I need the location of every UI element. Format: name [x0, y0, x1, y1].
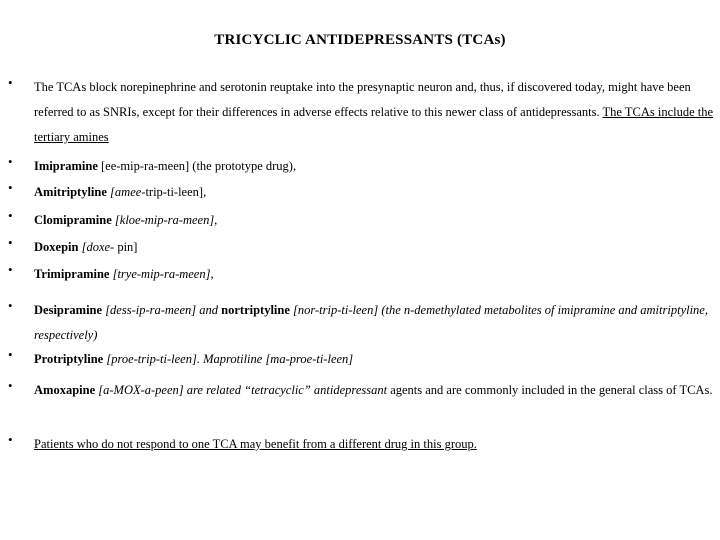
amoxapine-description: agents and are commonly included in the general class of TCAs.	[387, 383, 713, 397]
bullet-icon: •	[8, 154, 13, 169]
desipramine-description: [nor-trip-ti-leen] (the n-demethylated metabolites of imipramine and amitriptyline, respectively)	[34, 303, 708, 342]
imipramine-text	[34, 154, 714, 179]
note-imipramine: (the prototype drug),	[189, 159, 297, 173]
drug-name-doxepin: Doxepin	[34, 240, 79, 254]
amoxapine-text	[34, 378, 714, 403]
intro-body: The TCAs block norepinephrine and serotonin reuptake into the presynaptic neuron and, thus, if discovered today, might have been referred to as SNRIs, except for their differences in adverse effects relative to this newer class of antidepressants.	[34, 80, 691, 119]
protriptyline-description: [proe-trip-ti-leen]. Maprotiline [ma-proe-ti-leen]	[103, 352, 354, 366]
trimipramine-text	[34, 262, 714, 287]
bullet-icon: •	[8, 180, 13, 195]
pronunciation-amitriptyline-2: trip-ti-leen],	[145, 185, 207, 199]
drug-name-amoxapine: Amoxapine	[34, 383, 96, 397]
pronunciation-amoxapine: [a-MOX-a-peen] are related “tetracyclic” antidepressant	[95, 383, 388, 397]
bullet-icon: •	[8, 432, 13, 447]
intro-text	[34, 75, 714, 150]
drug-name-amitriptyline: Amitriptyline	[34, 185, 107, 199]
last-text	[34, 432, 714, 457]
intro-underlined: The TCAs include the tertiary amines	[34, 105, 714, 144]
pronunciation-doxepin-2: pin]	[114, 240, 138, 254]
pronunciation-clomipramine: [kloe-mip-ra-meen],	[111, 213, 218, 227]
bullet-icon: •	[8, 208, 13, 223]
pronunciation-desipramine: [dess-ip-ra-meen] and	[102, 303, 222, 317]
drug-name-protriptyline: Protriptyline	[34, 352, 104, 366]
slide-title: TRICYCLIC ANTIDEPRESSANTS (TCAs)	[214, 32, 506, 48]
drug-name-nortriptyline: nortriptyline	[221, 303, 290, 317]
pronunciation-amitriptyline: [amee-	[106, 185, 146, 199]
doxepin-text	[34, 235, 714, 260]
bullet-icon: •	[8, 298, 13, 313]
drug-name-trimipramine: Trimipramine	[34, 267, 110, 281]
clomipramine-text	[34, 208, 714, 233]
last-statement: Patients who do not respond to one TCA may benefit from a different drug in this group.	[34, 437, 477, 451]
bullet-icon: •	[8, 378, 13, 393]
amitriptyline-text	[34, 180, 714, 205]
protriptyline-text	[34, 347, 714, 372]
drug-name-desipramine: Desipramine	[34, 303, 103, 317]
pronunciation-trimipramine: [trye-mip-ra-meen],	[109, 267, 214, 281]
bullet-icon: •	[8, 235, 13, 250]
bullet-icon: •	[8, 347, 13, 362]
drug-name-imipramine: Imipramine	[34, 159, 98, 173]
pronunciation-doxepin: [doxe-	[78, 240, 115, 254]
bullet-icon: •	[8, 75, 13, 90]
pronunciation-imipramine: [ee-mip-ra-meen]	[97, 159, 190, 173]
drug-name-clomipramine: Clomipramine	[34, 213, 112, 227]
bullet-icon: •	[8, 262, 13, 277]
desipramine-text	[34, 298, 714, 348]
